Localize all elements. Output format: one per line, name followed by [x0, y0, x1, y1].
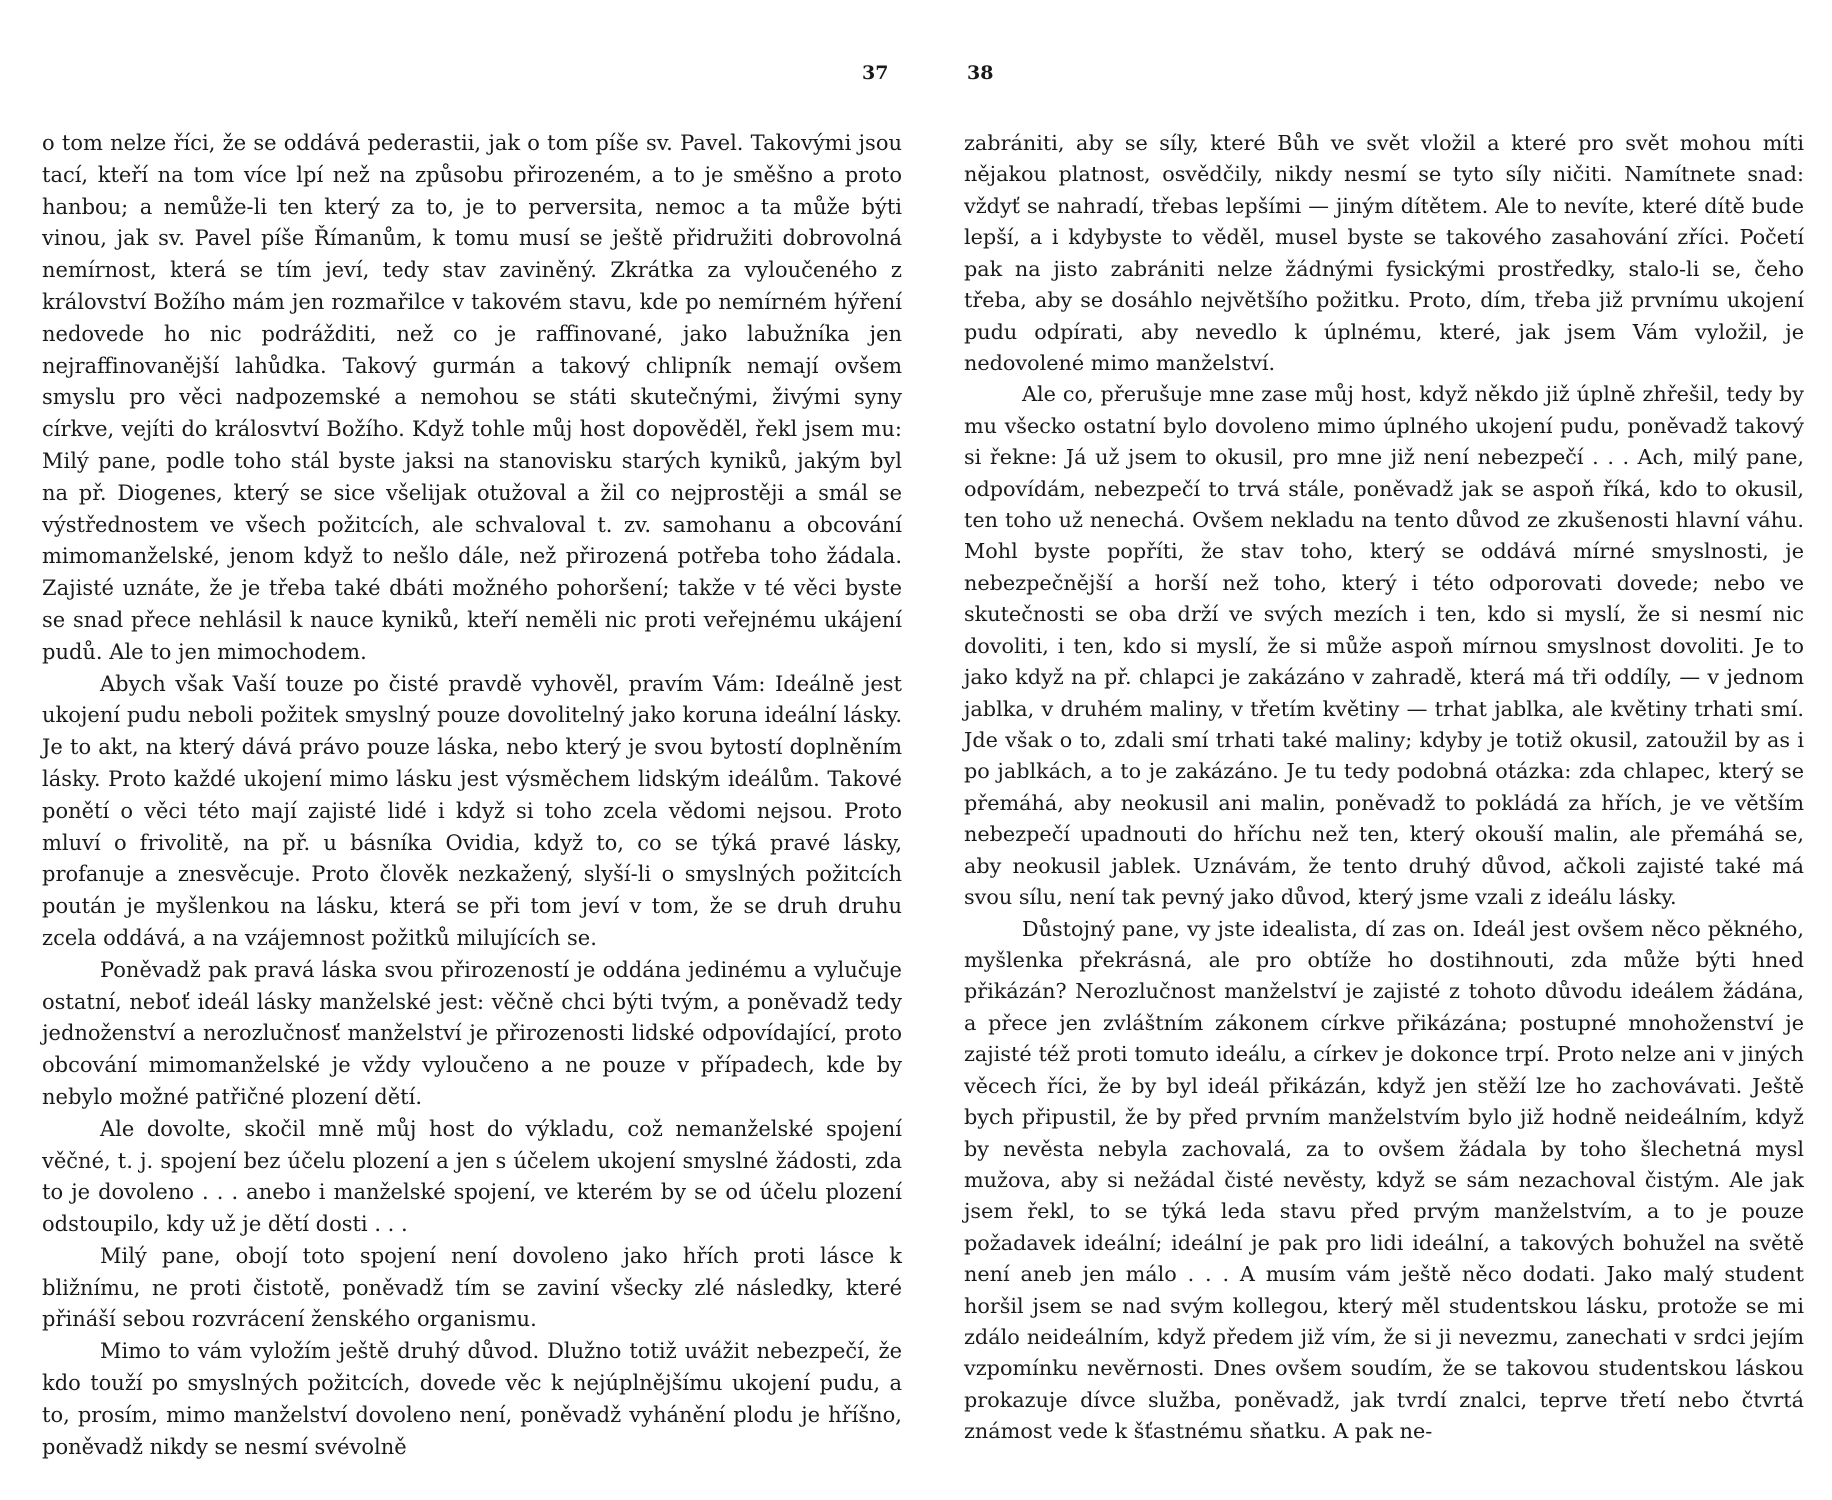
page-number-right: 38 [967, 62, 994, 84]
paragraph: Ale co, přerušuje mne zase můj host, když někdo již úplně zhřešil, tedy by mu všecko ostatní bylo dovoleno mimo úplného ukojení pudu, poněvadž takový si řekne: Já už jsem to okusil, pro mne již není nebezpečí . . . Ach, milý pane, odpovídám, nebezpečí to trvá stále, poněvadž jak se aspoň říká, kdo to okusil, ten toho už nenechá. Ovšem nekladu na tento důvod ze zkušenosti hlavní váhu. Mohl byste popříti, že stav toho, který se oddává mírné smyslnosti, je nebezpečnější a horší než toho, který i této odporovati dovede; nebo ve skutečnosti se oba drží ve svých mezích i ten, kdo si myslí, že si nesmí nic dovoliti, i ten, kdo si myslí, že si může aspoň mírnou smyslnost dovoliti. Je to jako když na př. chlapci je zakázáno v zahradě, která má tři oddíly, — v jednom jablka, v druhém maliny, v třetím květiny — trhat jablka, ale květiny trhati smí. Jde však o to, zdali smí trhati také maliny; kdyby je totiž okusil, zatoužil by as i po jablkách, a to je zakázáno. Je tu tedy podobná otázka: zda chlapec, který se přemáhá, aby neokusil ani malin, poněvadž to pokládá za hřích, je ve větším nebezpečí upadnouti do hříchu než ten, který okouší malin, ale přemáhá se, aby neokusil jablek. Uznávám, že tento druhý důvod, ačkoli zajisté také má svou sílu, není tak pevný jako důvod, který jsme vzali z ideálu lásky. [964, 382, 1804, 910]
page-right [964, 128, 1804, 1448]
paragraph: Ale dovolte, skočil mně můj host do výkladu, což nemanželské spojení věčné, t. j. spojení bez účelu plození a jen s účelem ukojení smyslné žádosti, zda to je dovoleno . . . anebo i manželské spojení, ve kterém by se od účelu plození odstoupilo, kdy už je dětí dosti . . . [42, 1116, 902, 1237]
paragraph: Milý pane, obojí toto spojení není dovoleno jako hřích proti lásce k bližnímu, ne proti čistotě, poněvadž tím se zaviní všecky zlé následky, které přináší sebou rozvrácení ženského organismu. [42, 1243, 902, 1332]
paragraph: Abych však Vaší touze po čisté pravdě vyhověl, pravím Vám: Ideálně jest ukojení pudu neboli požitek smyslný pouze dovolitelný jako koruna ideální lásky. Je to akt, na který dává právo pouze láska, nebo který je svou bytostí doplněním lásky. Proto každé ukojení mimo lásku jest výsměchem lidským ideálům. Takové ponětí o věci této mají zajisté lidé i když si toho zcela vědomi nejsou. Proto mluví o frivolitě, na př. u básníka Ovidia, když to, co se týká pravé lásky, profanuje a znesvěcuje. Proto člověk nezkažený, slyší-li o smyslných požitcích poután je myšlenkou na lásku, která se při tom jeví v tom, že se druh druhu zcela oddává, a na vzájemnost požitků milujících se. [42, 671, 902, 950]
paragraph: Poněvadž pak pravá láska svou přirozeností je oddána jedinému a vylučuje ostatní, neboť ideál lásky manželské jest: věčně chci býti tvým, a poněvadž tedy jednoženství a nerozlučnosť manželství je přirozenosti lidské odpovídající, proto obcování mimomanželské je vždy vyloučeno a ne pouze v případech, kde by nebylo možné patřičné plození dětí. [42, 957, 902, 1109]
page-number-left: 37 [862, 62, 889, 84]
paragraph: o tom nelze říci, že se oddává pederastii, jak o tom píše sv. Pavel. Takovými jsou tací, kteří na tom více lpí než na způsobu přirozeném, a to je směšno a proto hanbou; a nemůže-li ten který za to, je to perversita, nemoc a ta může býti vinou, jak sv. Pavel píše Římanům, k tomu musí se ještě přidružiti dobrovolná nemírnost, která se tím jeví, tedy stav zaviněný. Zkrátka za vyloučeného z království Božího mám jen rozmařilce v takovém stavu, kde po nemírném hýření nedovede ho nic podrážditi, než co je raffinované, jako labužníka jen nejraffinovanější lahůdka. Takový gurmán a takový chlipník nemají ovšem smyslu pro věci nadpozemské a nemohou se státi skutečnými, živými syny církve, vejíti do králosvtví Božího. Když tohle můj host dopověděl, řekl jsem mu: Milý pane, podle toho stál byste jaksi na stanovisku starých kyniků, jakým byl na př. Diogenes, který se sice všelijak otužoval a žil co nejprostěji a smál se výstřednostem ve všech požitcích, ale schvaloval t. zv. samohanu a obcování mimomanželské, jenom když to nešlo dále, než přirozená potřeba toho žádala. Zajisté uznáte, že je třeba také dbáti možného pohoršení; takže v té věci byste se snad přece nehlásil k nauce kyniků, kteří neměli nic proti veřejnému ukájení pudů. Ale to jen mimochodem. [42, 131, 902, 664]
paragraph: zabrániti, aby se síly, které Bůh ve svět vložil a které pro svět mohou míti nějakou platnost, osvědčily, nikdy nesmí se tyto síly ničiti. Namítnete snad: vždyť se nahradí, třebas lepšími — jiným dítětem. Ale to nevíte, které dítě bude lepší, a i kdybyste to věděl, musel byste se takového zasahování zříci. Početí pak na jisto zabrániti nelze žádnými fysickými prostředky, stalo-li se, čeho třeba, aby se dosáhlo největšího požitku. Proto, dím, třeba již prvnímu ukojení pudu odpírati, aby nevedlo k úplnému, které, jak jsem Vám vyložil, je nedovolené mimo manželství. [964, 131, 1804, 375]
page-left [42, 128, 902, 1463]
paragraph: Mimo to vám vyložím ještě druhý důvod. Dlužno totiž uvážit nebezpečí, že kdo touží po smyslných požitcích, dovede věc k nejúplnějšímu ukojení pudu, a to, prosím, mimo manželství dovoleno není, poněvadž vyhánění plodu je hříšno, poněvadž nikdy se nesmí svévolně [42, 1339, 902, 1459]
paragraph: Důstojný pane, vy jste idealista, dí zas on. Ideál jest ovšem něco pěkného, myšlenka překrásná, ale pro obtíže ho dostihnouti, zda může býti hned přikázán? Nerozlučnost manželství je zajisté z tohoto důvodu ideálem žádána, a přece jen zvláštním zákonem církve přikázána; postupné mnohoženství je zajisté též proti tomuto ideálu, a církev je dokonce trpí. Proto nelze ani v jiných věcech říci, že by byl ideál přikázán, když jen stěží lze ho zachovávati. Ještě bych připustil, že by před prvním manželstvím bylo již hodně neideálním, když by nevěsta nebyla zachovalá, za to ovšem žádala by toho šlechetná mysl mužova, aby si nežádal čisté nevěsty, když se sám nezachoval čistým. Ale jak jsem řekl, to se týká leda stavu před prvým manželstvím, a to je pouze požadavek ideální; ideální je pak pro lidi ideální, a takových bohužel na světě není aneb jen málo . . . A musím vám ještě něco dodati. Jako malý student horšil jsem se nad svým kollegou, který měl studentskou lásku, protože se mi zdálo neideálním, když předem již vím, že si ji nevezmu, zanechati v srdci jejím vzpomínku nevěrnosti. Dnes ovšem soudím, že se takovou studentskou láskou prokazuje dívce služba, poněvadž, jak tvrdí znalci, teprve třetí nebo čtvrtá známost vede k šťastnému sňatku. A pak ne- [964, 916, 1804, 1444]
